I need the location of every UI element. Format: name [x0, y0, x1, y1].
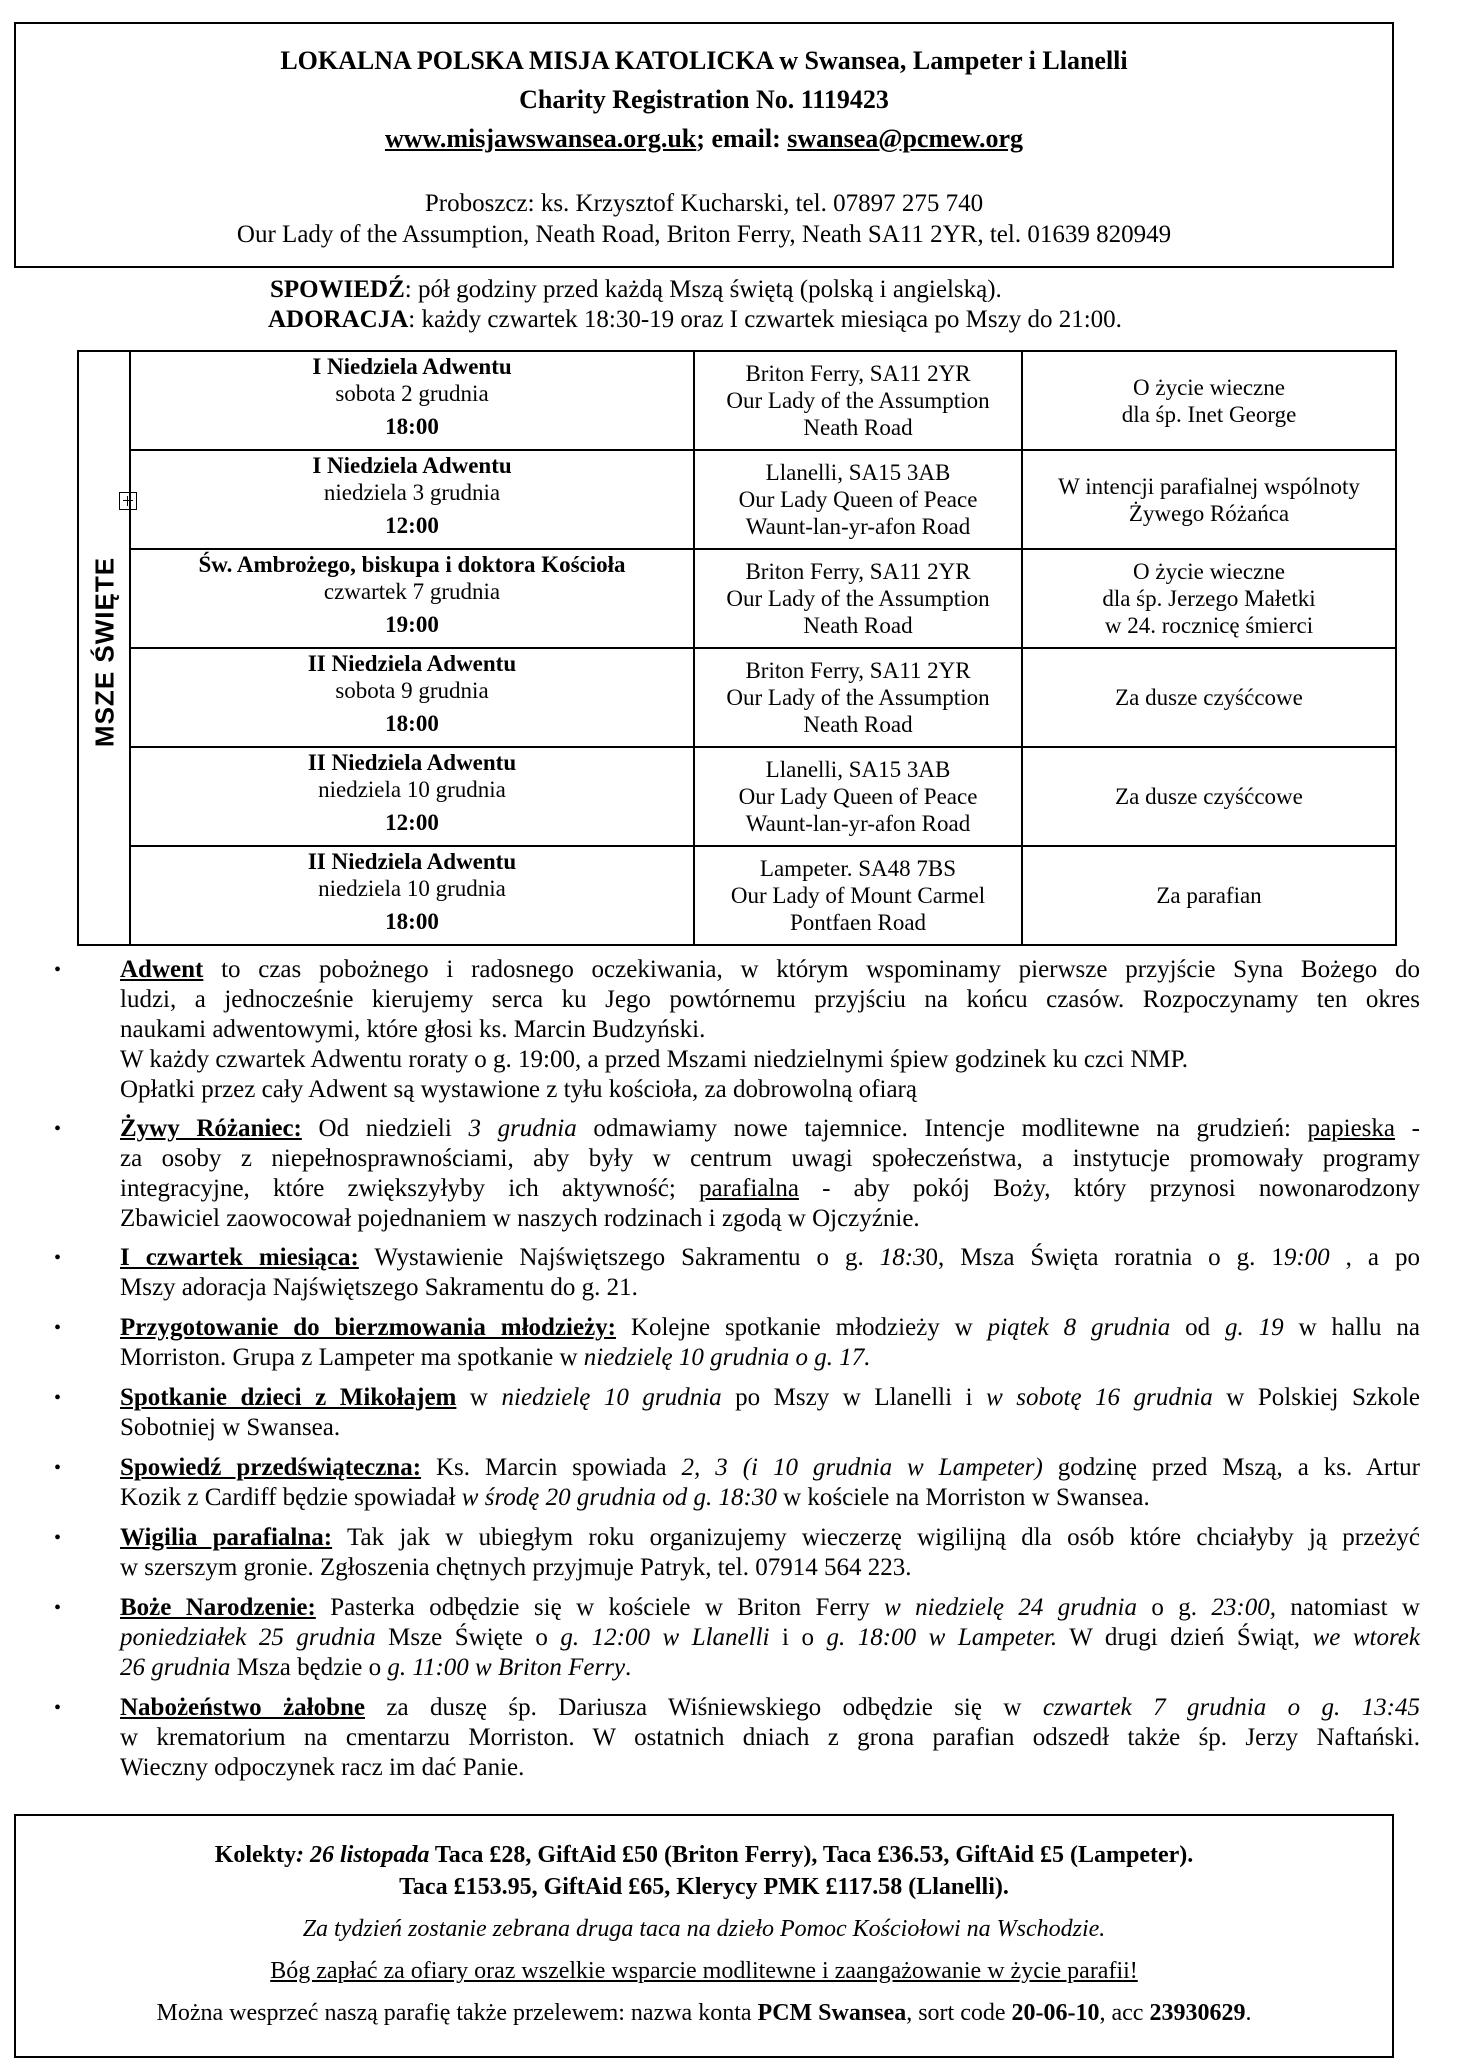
charity-registration: Charity Registration No. 1119423 — [519, 85, 889, 114]
christmas-time: g. 18:00 w Lampeter. — [826, 1624, 1058, 1651]
bank-transfer-line — [16, 2000, 1392, 2027]
mass-occasion-cell — [130, 450, 694, 549]
bullet-icon: • — [54, 1597, 62, 1619]
mass-time: 12:00 — [385, 810, 439, 835]
mass-location-line: Waunt-lan-yr-afon Road — [745, 811, 971, 836]
rosary-text: Od niedzieli — [301, 1115, 469, 1142]
bullet-icon: • — [54, 1118, 62, 1140]
mission-title: LOKALNA POLSKA MISJA KATOLICKA w Swansea, Lampeter i Llanelli — [280, 46, 1128, 75]
adoration-line — [268, 306, 1122, 334]
mass-intention-line: dla śp. Inet George — [1121, 401, 1297, 427]
mass-intention-line: O życie wieczne — [1133, 374, 1285, 400]
mass-intention-line: dla śp. Jerzego Małetki — [1102, 586, 1316, 611]
mass-intention-line: Za dusze czyśćcowe — [1115, 784, 1303, 809]
mass-feast: I Niedziela Adwentu — [312, 453, 512, 478]
collections-amounts: Taca £28, GiftAid £50 (Briton Ferry), Taca £36.53, GiftAid £5 (Lampeter). — [429, 1842, 1194, 1868]
rosary-text: integracyjne, które zwiększyłyby ich aktywność; — [120, 1175, 699, 1202]
nicholas-date: niedzielę 10 grudnia — [501, 1384, 722, 1411]
website-link[interactable]: www.misjawswansea.org.uk — [384, 124, 697, 153]
christmas-text: o g. — [1136, 1594, 1212, 1621]
mass-location-line: Llanelli, SA15 3AB — [765, 757, 951, 782]
rosary-line-2: za osoby z niepełnosprawnościami, aby były w centrum uwagi społeczeństwa, a instytucje promowały programy — [120, 1145, 1420, 1172]
account-number: 23930629 — [1149, 2000, 1246, 2026]
funeral-line-3: Wieczny odpoczynek racz im dać Panie. — [120, 1754, 525, 1781]
funeral-date: czwartek 7 grudnia o g. 13:45 — [1042, 1694, 1420, 1721]
vigil-line-1: Tak jak w ubiegłym roku organizujemy wieczerzę wigilijną dla osób które chciałyby ją przeżyć — [332, 1524, 1420, 1551]
mass-location-line: Lampeter. SA48 7BS — [759, 856, 957, 881]
mass-intention-line: Za parafian — [1156, 883, 1262, 908]
mass-occasion-cell — [130, 747, 694, 846]
mass-row — [130, 549, 1396, 648]
mass-location-line: Llanelli, SA15 3AB — [765, 460, 951, 485]
nicholas-line-2: Sobotniej w Swansea. — [120, 1414, 341, 1441]
header-box — [14, 22, 1394, 268]
mass-location-line: Briton Ferry, SA11 2YR — [745, 658, 971, 683]
bank-text: . — [1245, 2000, 1252, 2026]
christmas-confession-text: w kościele na Morriston w Swansea. — [776, 1484, 1150, 1511]
mass-time: 18:00 — [385, 414, 439, 439]
mass-location-line: Our Lady of the Assumption — [726, 685, 990, 710]
bank-text: Można wesprzeć naszą parafię także przelewem: nazwa konta — [156, 2000, 758, 2026]
mass-intention-cell — [1022, 747, 1396, 846]
contact-line — [16, 124, 1392, 154]
mass-location-line: Our Lady of Mount Carmel — [730, 883, 986, 908]
advent-line-3: naukami adwentowymi, które głosi ks. Marcin Budzyński. — [120, 1016, 706, 1043]
confirmation-text: Kolejne spotkanie młodzieży w — [616, 1314, 988, 1341]
bullet-icon: • — [54, 1387, 62, 1409]
first-thursday-title: I czwartek miesiąca: — [120, 1244, 359, 1271]
christmas-text: Msze Święte o — [375, 1624, 561, 1651]
christmas-date: poniedziałek 25 grudnia — [120, 1624, 376, 1651]
church-address: Our Lady of the Assumption, Neath Road, Briton Ferry, Neath SA11 2YR, tel. 01639 820949 — [236, 221, 1172, 248]
mass-intention-line: O życie wieczne — [1133, 559, 1285, 584]
mass-occasion-cell — [130, 351, 694, 450]
first-thursday-text: , a po — [1329, 1244, 1420, 1271]
christmas-confession-title: Spowiedź przedświąteczna: — [120, 1454, 422, 1481]
bullet-icon: • — [54, 1457, 62, 1479]
advent-line-1: to czas pobożnego i radosnego oczekiwania, w którym wspominamy pierwsze przyjście Syna Bożego do — [203, 956, 1420, 983]
masses-side-label — [77, 350, 129, 946]
mass-date: niedziela 10 grudnia — [318, 876, 506, 901]
mass-location-cell — [694, 846, 1022, 945]
mass-row — [130, 846, 1396, 945]
bullet-icon: • — [54, 959, 62, 981]
vigil-title: Wigilia parafialna: — [120, 1524, 333, 1551]
masses-schedule — [77, 350, 1365, 946]
mass-intention-cell — [1022, 846, 1396, 945]
bullet-icon: • — [54, 1247, 62, 1269]
mass-location-line: Pontfaen Road — [789, 910, 927, 935]
mass-row — [130, 450, 1396, 549]
mass-intention-line: w 24. rocznicę śmierci — [1104, 613, 1314, 638]
collections-date: : 26 listopada — [296, 1842, 430, 1868]
mass-location-line: Briton Ferry, SA11 2YR — [745, 361, 971, 386]
mass-occasion-cell — [130, 846, 694, 945]
nicholas-text: w — [456, 1384, 502, 1411]
mass-feast: II Niedziela Adwentu — [307, 750, 517, 775]
christmas-text: Msza będzie o — [230, 1654, 388, 1681]
christmas-time: 23:00, — [1211, 1594, 1276, 1621]
confession-line — [270, 276, 1002, 304]
mass-location-line: Neath Road — [803, 712, 913, 737]
mass-feast: Św. Ambrożego, biskupa i doktora Kościoła — [198, 552, 626, 577]
bullet-icon: • — [54, 1697, 62, 1719]
mass-row — [130, 747, 1396, 846]
first-thursday-time: 9:00 — [1283, 1244, 1330, 1271]
mass-occasion-cell — [130, 549, 694, 648]
mass-location-line: Our Lady of the Assumption — [726, 388, 990, 413]
masses-table — [129, 350, 1397, 946]
mass-date: sobota 9 grudnia — [335, 678, 489, 703]
nicholas-text: po Mszy w Llanelli i — [721, 1384, 987, 1411]
christmas-time: g. 11:00 w Briton Ferry — [387, 1654, 626, 1681]
mass-feast: I Niedziela Adwentu — [312, 354, 512, 379]
email-link[interactable]: swansea@pcmew.org — [787, 124, 1024, 153]
confirmation-time: g. 19 — [1225, 1314, 1284, 1341]
mass-location-line: Waunt-lan-yr-afon Road — [745, 514, 971, 539]
bullet-icon: • — [54, 1317, 62, 1339]
bank-text: , acc — [1099, 2000, 1150, 2026]
christmas-confession-text: Kozik z Cardiff będzie spowiadał — [120, 1484, 462, 1511]
bullet-icon: • — [54, 1527, 62, 1549]
mass-location-cell — [694, 450, 1022, 549]
rosary-parish-label: parafialna — [699, 1175, 799, 1202]
advent-line-2: ludzi, a jednocześnie kierujemy serca ku Jego powtórnemu przyjściu na końcu czasów. Rozpoczynamy ten okres — [120, 986, 1420, 1013]
collections-line-1 — [16, 1842, 1392, 1869]
mass-intention-cell — [1022, 450, 1396, 549]
nicholas-title: Spotkanie dzieci z Mikołajem — [120, 1384, 457, 1411]
confession-text: : pół godziny przed każdą Mszą świętą (polską i angielską). — [404, 276, 1002, 303]
christmas-date: w niedzielę 24 grudnia — [884, 1594, 1137, 1621]
advent-line-5: Opłatki przez cały Adwent są wystawione z tyłu kościoła, za dobrowolną ofiarą — [120, 1076, 917, 1103]
mass-location-cell — [694, 747, 1022, 846]
mass-intention-cell — [1022, 549, 1396, 648]
mass-row — [130, 648, 1396, 747]
thanks-note: Bóg zapłać za ofiary oraz wszelkie wsparcie modlitewne i zaangażowanie w życie parafii! — [270, 1958, 1138, 1984]
mass-time: 12:00 — [385, 513, 439, 538]
mass-date: czwartek 7 grudnia — [323, 579, 501, 604]
christmas-confession-text: godzinę przed Mszą, a ks. Artur — [1042, 1454, 1421, 1481]
rosary-papal-label: papieska — [1307, 1115, 1396, 1142]
confirmation-text: Morriston. Grupa z Lampeter ma spotkanie w — [120, 1344, 584, 1371]
rosary-text: odmawiamy nowe tajemnice. Intencje modlitewne na grudzień: — [576, 1115, 1308, 1142]
mass-time: 19:00 — [385, 612, 439, 637]
mass-time: 18:00 — [385, 909, 439, 934]
confirmation-date: niedzielę 10 grudnia o g. 17. — [583, 1344, 871, 1371]
christmas-date: 26 grudnia — [120, 1654, 231, 1681]
collections-line-2: Taca £153.95, GiftAid £65, Klerycy PMK £117.58 (Llanelli). — [399, 1874, 1009, 1900]
christmas-text: W drugi dzień Świąt, — [1057, 1624, 1313, 1651]
adoration-label: ADORACJA — [268, 306, 409, 333]
mass-location-line: Neath Road — [803, 613, 913, 638]
collections-label: Kolekty — [214, 1842, 297, 1868]
advent-line-4: W każdy czwartek Adwentu roraty o g. 19:00, a przed Mszami niedzielnymi śpiew godzinek ku czci NMP. — [120, 1046, 1188, 1073]
rosary-line-4: Zbawiciel zaowocował pojednaniem w naszych rodzinach i zgodą w Ojczyźnie. — [120, 1205, 920, 1232]
confession-label: SPOWIEDŹ — [270, 276, 405, 303]
confirmation-date: piątek 8 grudnia — [987, 1314, 1171, 1341]
email-label: ; email: — [696, 124, 788, 153]
mass-location-line: Neath Road — [803, 415, 913, 440]
priest-line: Proboszcz: ks. Krzysztof Kucharski, tel. 07897 275 740 — [424, 190, 984, 217]
bank-text: , sort code — [906, 2000, 1012, 2026]
mass-intention-line: W intencji parafialnej wspólnoty — [1058, 473, 1360, 499]
mass-location-line: Our Lady Queen of Peace — [738, 487, 978, 512]
first-thursday-text: 0, Msza Święta roratnia o g. 1 — [925, 1244, 1284, 1271]
vigil-line-2: w szerszym gronie. Zgłoszenia chętnych przyjmuje Patryk, tel. 07914 564 223. — [120, 1554, 912, 1581]
confirmation-title: Przygotowanie do bierzmowania młodzieży: — [120, 1314, 616, 1341]
mass-occasion-cell — [130, 648, 694, 747]
mass-feast: II Niedziela Adwentu — [307, 651, 517, 676]
christmas-text: Pasterka odbędzie się w kościele w Briton Ferry — [315, 1594, 885, 1621]
first-thursday-line-2: Mszy adoracja Najświętszego Sakramentu do g. 21. — [120, 1274, 638, 1301]
mass-feast: II Niedziela Adwentu — [307, 849, 517, 874]
mass-intention-cell — [1022, 351, 1396, 450]
funeral-title: Nabożeństwo żałobne — [120, 1694, 366, 1721]
mass-intention-line: Żywego Różańca — [1128, 500, 1290, 526]
account-name: PCM Swansea — [757, 2000, 907, 2026]
sort-code: 20-06-10 — [1011, 2000, 1100, 2026]
first-thursday-text: Wystawienie Najświętszego Sakramentu o g. — [358, 1244, 880, 1271]
christmas-text: natomiast w — [1275, 1594, 1420, 1621]
collections-box — [14, 1814, 1394, 2058]
mass-date: niedziela 3 grudnia — [323, 480, 501, 505]
adoration-text: : każdy czwartek 18:30-19 oraz I czwartek miesiąca po Mszy do 21:00. — [408, 306, 1122, 333]
confirmation-text: w hallu na — [1283, 1314, 1421, 1341]
nicholas-text: w Polskiej Szkole — [1212, 1384, 1421, 1411]
mass-intention-cell — [1022, 648, 1396, 747]
rosary-text: - aby pokój Boży, który przynosi nowonarodzony — [798, 1175, 1420, 1202]
mass-date: niedziela 10 grudnia — [318, 777, 506, 802]
advent-title: Adwent — [120, 956, 204, 983]
funeral-text: za duszę śp. Dariusza Wiśniewskiego odbędzie się w — [365, 1694, 1043, 1721]
christmas-date: we wtorek — [1312, 1624, 1420, 1651]
christmas-text: . — [625, 1654, 632, 1681]
mass-intention-line: Za dusze czyśćcowe — [1115, 685, 1303, 710]
funeral-line-2: w krematorium na cmentarzu Morriston. W ostatnich dniach z grona parafian odszedł także śp. Jerzy Naftański. — [120, 1724, 1420, 1751]
christmas-title: Boże Narodzenie: — [120, 1594, 316, 1621]
confirmation-text: od — [1170, 1314, 1226, 1341]
christmas-text: i o — [769, 1624, 827, 1651]
mass-location-cell — [694, 351, 1022, 450]
first-thursday-time: 18:3 — [879, 1244, 926, 1271]
mass-date: sobota 2 grudnia — [335, 381, 489, 406]
mass-location-cell — [694, 648, 1022, 747]
nicholas-date: w sobotę 16 grudnia — [986, 1384, 1213, 1411]
mass-location-line: Our Lady Queen of Peace — [738, 784, 978, 809]
second-collection-note: Za tydzień zostanie zebrana druga taca na dzieło Pomoc Kościołowi na Wschodzie. — [302, 1916, 1106, 1942]
mass-location-line: Briton Ferry, SA11 2YR — [745, 559, 971, 584]
rosary-text: - — [1395, 1115, 1420, 1142]
rosary-title: Żywy Różaniec: — [120, 1115, 302, 1142]
christmas-confession-dates: 2, 3 (i 10 grudnia w Lampeter) — [681, 1454, 1043, 1481]
mass-location-line: Our Lady of the Assumption — [726, 586, 990, 611]
mass-row — [130, 351, 1396, 450]
masses-side-label-text: MSZE ŚWIĘTE — [89, 556, 120, 748]
christmas-confession-date: w środę 20 grudnia od g. 18:30 — [461, 1484, 777, 1511]
christmas-time: g. 12:00 w Llanelli — [560, 1624, 770, 1651]
christmas-confession-text: Ks. Marcin spowiada — [421, 1454, 682, 1481]
mass-location-cell — [694, 549, 1022, 648]
mass-time: 18:00 — [385, 711, 439, 736]
rosary-date: 3 grudnia — [468, 1115, 577, 1142]
